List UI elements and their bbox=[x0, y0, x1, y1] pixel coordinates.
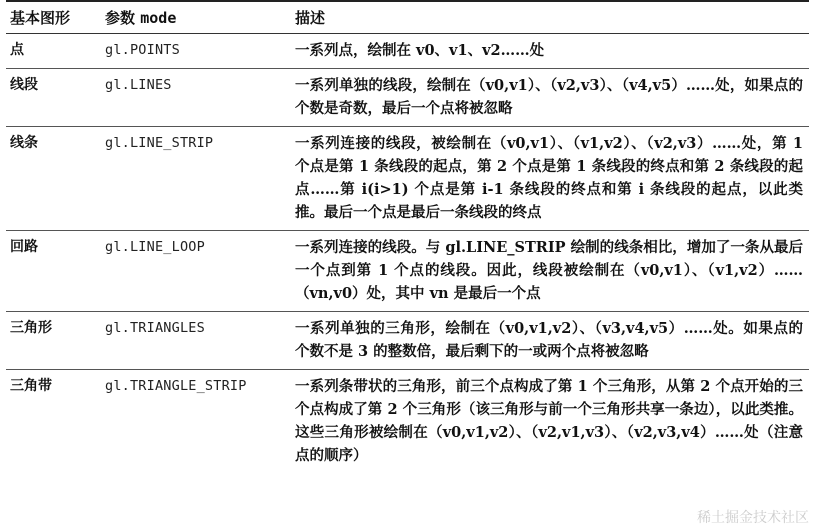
table-row-line-strip bbox=[6, 127, 809, 231]
shape-name: 回路 bbox=[6, 231, 101, 312]
table-row-lines bbox=[6, 69, 809, 127]
mode-value: gl.TRIANGLE_STRIP bbox=[101, 370, 291, 474]
header-basic-shape: 基本图形 bbox=[6, 1, 101, 34]
mode-value: gl.LINES bbox=[101, 69, 291, 127]
header-mode-label: mode bbox=[140, 9, 177, 27]
table-row-triangle-strip bbox=[6, 370, 809, 474]
header-param-label: 参数 bbox=[105, 9, 136, 27]
shape-name: 三角形 bbox=[6, 312, 101, 370]
table-header-row bbox=[6, 1, 809, 34]
mode-value: gl.POINTS bbox=[105, 42, 180, 58]
description-text: 一系列单独的线段，绘制在（v0,v1）、（v2,v3）、（v4,v5）……处，如果点的个数是奇数，最后一个点将被忽略 bbox=[291, 69, 809, 127]
mode-value: gl.TRIANGLES bbox=[101, 312, 291, 370]
table-row-triangles bbox=[6, 312, 809, 370]
mode-value: gl.LINE_LOOP bbox=[101, 231, 291, 312]
primitive-modes-table bbox=[6, 0, 809, 473]
table-row-points bbox=[6, 34, 809, 69]
description-text: 一系列单独的三角形，绘制在（v0,v1,v2）、（v3,v4,v5）……处。如果点的个数不是 3 的整数倍，最后剩下的一或两个点将被忽略 bbox=[291, 312, 809, 370]
description-text: 一系列条带状的三角形，前三个点构成了第 1 个三角形，从第 2 个点开始的三个点构成了第 2 个三角形（该三角形与前一个三角形共享一条边），以此类推。这些三角形被绘制在（v0,v1,v2）、（v2,v1,v3）、（v2,v3,v4）……处（注意点的顺序） bbox=[291, 370, 809, 474]
table-row-line-loop bbox=[6, 231, 809, 312]
mode-value: gl.LINE_STRIP bbox=[101, 127, 291, 231]
description-text: 一系列点，绘制在 v0、v1、v2……处 bbox=[295, 42, 545, 59]
description-text: 一系列连接的线段，被绘制在（v0,v1）、（v1,v2）、（v2,v3）……处，第 1 个点是第 1 条线段的起点，第 2 个点是第 1 条线段的终点和第 2 条线段的起点……第 i(i>1) 个点是第 i-1 条线段的终点和第 i 条线段的起点，以此类推。最后一个点是最后一条线段的终点 bbox=[291, 127, 809, 231]
header-param-mode bbox=[101, 1, 291, 34]
shape-name: 线段 bbox=[6, 69, 101, 127]
shape-name: 线条 bbox=[6, 127, 101, 231]
header-description: 描述 bbox=[291, 1, 809, 34]
shape-name: 点 bbox=[10, 42, 24, 58]
shape-name: 三角带 bbox=[6, 370, 101, 474]
watermark-text: 稀土掘金技术社区 bbox=[697, 510, 809, 526]
description-text: 一系列连接的线段。与 gl.LINE_STRIP 绘制的线条相比，增加了一条从最后一个点到第 1 个点的线段。因此，线段被绘制在（v0,v1）、（v1,v2）……（vn,v0）处，其中 vn 是最后一个点 bbox=[291, 231, 809, 312]
